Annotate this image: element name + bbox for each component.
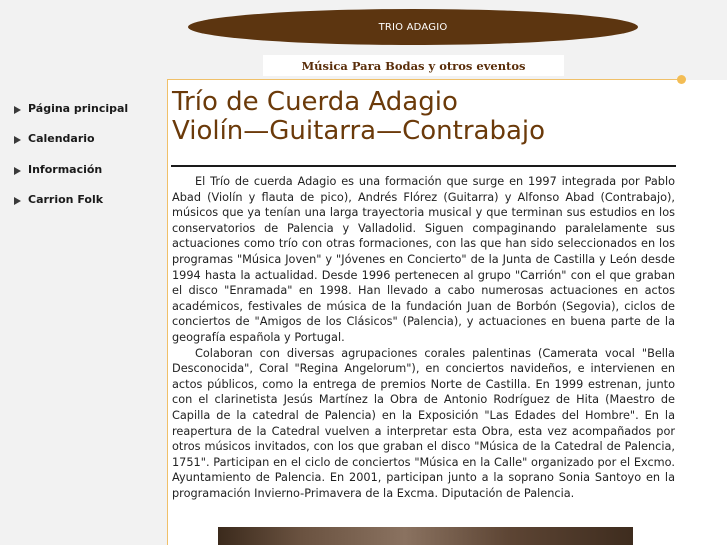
sidebar-background <box>0 0 167 545</box>
trio-photo <box>218 527 633 545</box>
triangle-right-icon <box>14 197 21 205</box>
sidebar-divider <box>167 79 168 545</box>
nav-item-carrion-folk[interactable] <box>14 188 128 219</box>
site-name: TRIO ADAGIO <box>378 21 448 33</box>
page-title-line-2: Violín—Guitarra—Contrabajo <box>172 116 546 146</box>
nav-item-label[interactable]: Página principal <box>28 101 129 115</box>
triangle-right-icon <box>14 167 21 175</box>
tagline-box <box>263 55 564 76</box>
header-divider <box>168 79 680 80</box>
sidebar-nav <box>14 96 128 218</box>
title-divider <box>171 165 676 167</box>
site-banner <box>188 9 638 45</box>
nav-item-calendario[interactable] <box>14 127 128 158</box>
triangle-right-icon <box>14 106 21 114</box>
nav-item-label[interactable]: Información <box>28 162 103 176</box>
article-paragraph: El Trío de cuerda Adagio es una formación que surge en 1997 integrada por Pablo Abad (Violín y flauta de pico), Andrés Flórez (Guitarra) y Alfonso Abad (Contrabajo), músicos que ya tenían una larga trayectoria musical y que terminan sus estudios en los conservatorios de Palencia y Valladolid. Siguen compaginando paralelamente sus actuaciones como trío con otras formaciones, con las que han sido seleccionados en los programas "Música Joven" y "Jóvenes en Concierto" de la Junta de Castilla y León desde 1994 hasta la actualidad. Desde 1996 pertenecen al grupo "Carrión" con el que graban el disco "Enramada" en 1998. Han llevado a cabo numerosas actuaciones en actos académicos, festivales de música de la fundación Juan de Borbón (Segovia), ciclos de conciertos de "Amigos de los Clásicos" (Palencia), y actuaciones en buena parte de la geografía española y Portugal. <box>172 175 675 344</box>
nav-item-informacion[interactable] <box>14 157 128 188</box>
article-paragraph: Colaboran con diversas agrupaciones corales palentinas (Camerata vocal "Bella Desconocida", Coral "Regina Angelorum"), en conciertos navideños, e intervienen en actos públicos, como la entrega de premios Norte de Castilla. En 1999 estrenan, junto con el clarinetista Jesús Martínez la Obra de Antonio Rodríguez de Hita (Maestro de Capilla de la catedral de Palencia) en la Exposición "Las Edades del Hombre". En la reapertura de la Catedral vuelven a interpretar esta Obra, esta vez acompañados por otros músicos invitados, con los que graban el disco "Música de la Catedral de Palencia, 1751". Participan en el ciclo de conciertos "Música en la Calle" organizado por el Excmo. Ayuntamiento de Palencia. En 2001, participan junto a la soprano Sonia Santoyo en la programación Invierno-Primavera de la Excma. Diputación de Palencia. <box>172 346 675 500</box>
page-title-line-1: Trío de Cuerda Adagio <box>172 87 458 117</box>
nav-item-label[interactable]: Calendario <box>28 132 95 146</box>
divider-dot-icon <box>677 75 686 84</box>
page-title <box>172 88 682 146</box>
tagline: Música Para Bodas y otros eventos <box>301 58 526 73</box>
nav-item-label[interactable]: Carrion Folk <box>28 193 104 207</box>
nav-item-pagina-principal[interactable] <box>14 96 128 127</box>
triangle-right-icon <box>14 136 21 144</box>
article-body <box>172 174 675 501</box>
